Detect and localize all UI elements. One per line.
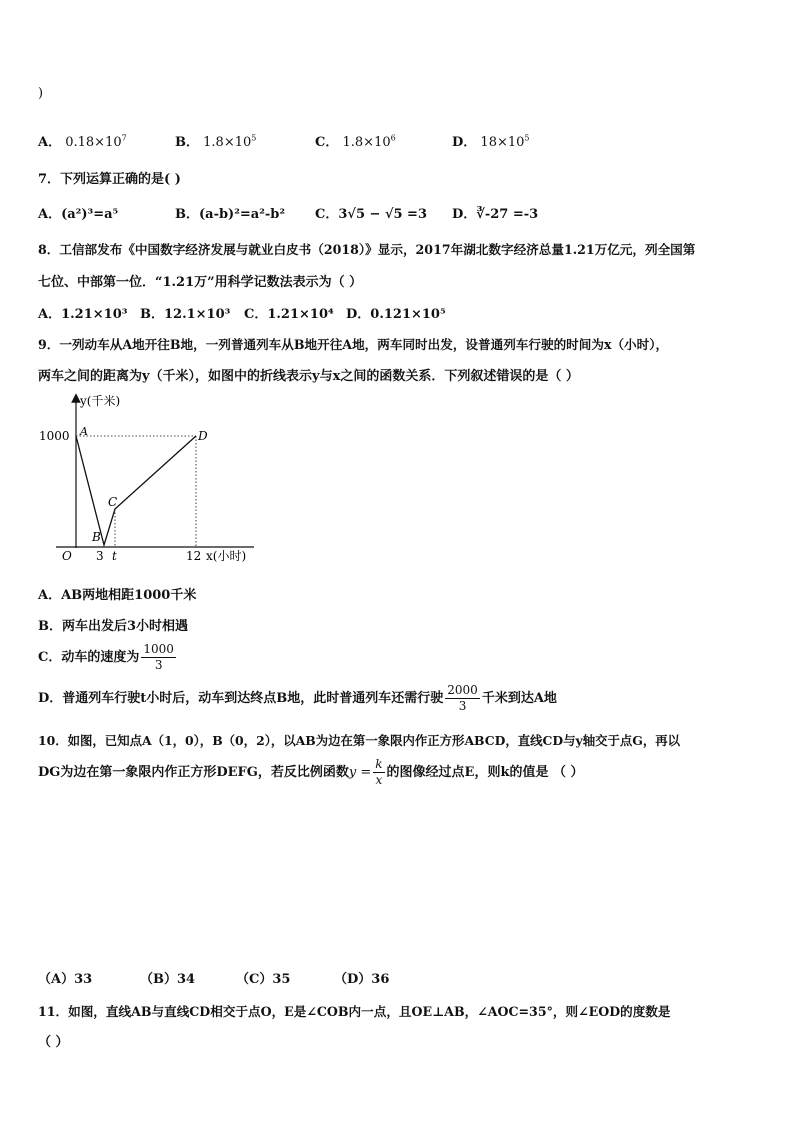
origin-label: O — [62, 549, 72, 563]
q6-option-d-label: D． — [452, 135, 477, 150]
x-tick-3: 3 — [96, 549, 104, 563]
q7-option-d-label: D． — [452, 207, 477, 222]
q6-tail: ) — [38, 86, 44, 101]
q7-option-a — [38, 203, 118, 222]
q7-option-b — [175, 203, 285, 222]
q8-option-d — [346, 303, 446, 322]
q8-option-c-text: 1.21×10⁴ — [267, 307, 334, 322]
q6-option-c-label: C． — [315, 135, 339, 150]
q10-formula-fraction — [373, 757, 384, 788]
fraction-numerator: k — [375, 757, 383, 771]
q6-option-a-base: 0.18×10 — [65, 135, 122, 150]
x-tick-12: 12 — [186, 549, 202, 563]
q8-option-c — [244, 303, 334, 322]
q11-stem-line2: （ ） — [38, 1035, 69, 1050]
q8-option-a-text: 1.21×10³ — [61, 307, 128, 322]
q10-stem-line1: 10．如图，已知点A（1，0），B（0，2），以AB为边在第一象限内作正方形ABCD，直线CD与y轴交于点G，再以 — [38, 733, 681, 748]
q6-option-b-label: B． — [175, 135, 199, 150]
q10-formula-lhs: y = — [348, 765, 372, 780]
q9-option-c-fraction — [141, 642, 176, 673]
fraction-denominator: 3 — [458, 699, 467, 713]
fraction-denominator: x — [375, 773, 383, 787]
q9-option-d-text-end: 千米到达A地 — [481, 691, 557, 706]
q11-stem-line1: 11．如图，直线AB与直线CD相交于点O，E是∠COB内一点，且OE⊥AB，∠AOC=35°，则∠EOD的度数是 — [38, 1004, 671, 1019]
q6-option-c-exp: 6 — [390, 133, 396, 143]
q8-option-d-label: D． — [346, 307, 371, 322]
q8-stem-line2: 七位、中部第一位．“1.21万”用科学记数法表示为（ ） — [38, 275, 363, 290]
q8-option-c-label: C． — [244, 307, 268, 322]
x-tick-t: t — [112, 549, 117, 563]
q6-option-b-exp: 5 — [251, 133, 257, 143]
q6-option-d-base: 18×10 — [480, 135, 525, 150]
q6-option-c — [315, 131, 396, 150]
q6-option-d — [452, 131, 530, 150]
q9-option-d-text: D．普通列车行驶t小时后，动车到达终点B地，此时普通列车还需行驶 — [38, 691, 444, 706]
y-axis-label: y(千米) — [80, 394, 121, 408]
q9-option-d — [38, 683, 557, 714]
q9-option-b: B．两车出发后3小时相遇 — [38, 619, 189, 634]
q8-option-a — [38, 303, 127, 322]
q7-option-a-text: (a²)³=a⁵ — [61, 207, 119, 222]
point-c-label: C — [108, 495, 118, 509]
q9-option-c — [38, 642, 178, 673]
q7-option-b-text: (a-b)²=a²-b² — [199, 207, 286, 222]
q7-stem: 7．下列运算正确的是( ) — [38, 172, 181, 187]
fraction-numerator: 2000 — [447, 683, 478, 697]
fraction-numerator: 1000 — [143, 642, 174, 656]
q9-option-a: A．AB两地相距1000千米 — [38, 588, 197, 603]
q6-option-a-exp: 7 — [121, 133, 127, 143]
q8-option-a-label: A． — [38, 307, 62, 322]
point-b-label: B — [92, 530, 101, 544]
q10-option-a: （A）33 — [38, 972, 93, 987]
q8-option-b — [140, 303, 230, 322]
q9-option-c-text: C．动车的速度为 — [38, 650, 140, 665]
distance-polyline — [76, 436, 196, 545]
point-d-label: D — [198, 429, 208, 443]
q10-stem-line2 — [38, 757, 584, 788]
q9-option-d-fraction — [445, 683, 480, 714]
q6-option-a-label: A． — [38, 135, 62, 150]
y-tick-1000: 1000 — [39, 429, 70, 443]
q6-option-c-base: 1.8×10 — [342, 135, 391, 150]
q10-stem-line2-text: DG为边在第一象限内作正方形DEFG，若反比例函数 — [38, 765, 349, 780]
q8-option-b-label: B． — [140, 307, 164, 322]
q7-option-d — [452, 203, 538, 222]
fraction-denominator: 3 — [154, 658, 163, 672]
q6-option-d-exp: 5 — [524, 133, 530, 143]
q10-option-c: （C）35 — [236, 972, 291, 987]
q10-option-b: （B）34 — [140, 972, 196, 987]
q10-stem-line2-end: 的图像经过点E，则k的值是 （ ） — [386, 765, 584, 780]
point-a-label: A — [80, 425, 88, 438]
q6-option-b-base: 1.8×10 — [203, 135, 252, 150]
q7-option-d-text: ∛-27 =-3 — [476, 207, 539, 222]
q8-option-b-text: 12.1×10³ — [164, 307, 231, 322]
q7-option-c-label: C． — [315, 207, 339, 222]
q7-option-b-label: B． — [175, 207, 199, 222]
q8-option-d-text: 0.121×10⁵ — [370, 307, 446, 322]
q7-option-c-text: 3√5 − √5 =3 — [338, 207, 427, 222]
q7-option-c — [315, 203, 427, 222]
q8-stem-line1: 8．工信部发布《中国数字经济发展与就业白皮书（2018）》显示，2017年湖北数字经济总量1.21万亿元，列全国第 — [38, 242, 696, 257]
q6-option-b — [175, 131, 256, 150]
q9-stem-line2: 两车之间的距离为y（千米），如图中的折线表示y与x之间的函数关系．下列叙述错误的是（ ） — [38, 369, 579, 384]
q7-option-a-label: A． — [38, 207, 62, 222]
q10-option-d: （D）36 — [334, 972, 390, 987]
q9-distance-time-graph — [36, 393, 266, 563]
x-axis-label: x(小时) — [206, 549, 247, 563]
q9-stem-line1: 9．一列动车从A地开往B地，一列普通列车从B地开往A地，两车同时出发，设普通列车行驶的时间为x（小时）， — [38, 337, 669, 352]
q6-option-a — [38, 131, 127, 150]
